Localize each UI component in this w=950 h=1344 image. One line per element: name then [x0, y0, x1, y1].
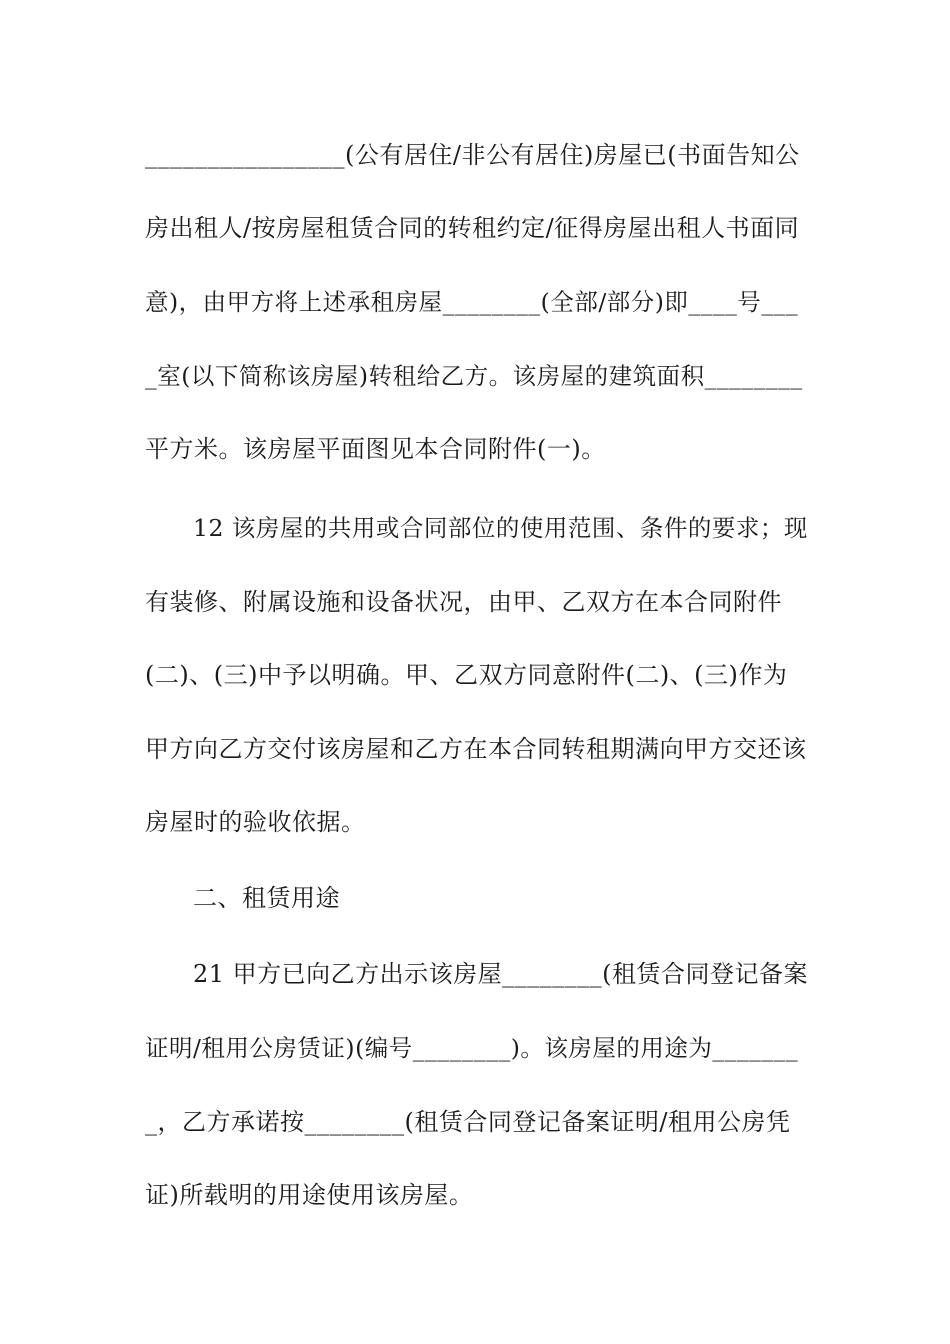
text-line: 房出租人/按房屋租赁合同的转租约定/征得房屋出租人书面同 [145, 214, 800, 242]
text-line: 意)，由甲方将上述承租房屋________(全部/部分)即____号___ [145, 288, 799, 316]
section-heading: 二、租赁用途 [193, 884, 340, 912]
text-line: 平方米。该房屋平面图见本合同附件(一)。 [145, 435, 606, 463]
text-line: 证)所载明的用途使用该房屋。 [145, 1181, 474, 1209]
text-line: _，乙方承诺按________(租赁合同登记备案证明/租用公房凭 [145, 1108, 791, 1136]
text-line: ________________(公有居住/非公有居住)房屋已(书面告知公 [145, 141, 800, 169]
text-line: 房屋时的验收依据。 [145, 808, 366, 836]
text-line: 甲方向乙方交付该房屋和乙方在本合同转租期满向甲方交还该 [145, 735, 807, 763]
paragraph-21-start: 21 甲方已向乙方出示该房屋________(租赁合同登记备案 [193, 960, 809, 988]
text-line: 证明/租用公房赁证)(编号________)。该房屋的用途为_______ [145, 1034, 799, 1062]
text-line: 有装修、附属设施和设备状况，由甲、乙双方在本合同附件 [145, 588, 782, 616]
paragraph-12-start: 12 该房屋的共用或合同部位的使用范围、条件的要求；现 [193, 514, 808, 542]
text-line: _室(以下简称该房屋)转租给乙方。该房屋的建筑面积________ [145, 362, 803, 390]
text-line: (二)、(三)中予以明确。甲、乙双方同意附件(二)、(三)作为 [145, 661, 788, 689]
